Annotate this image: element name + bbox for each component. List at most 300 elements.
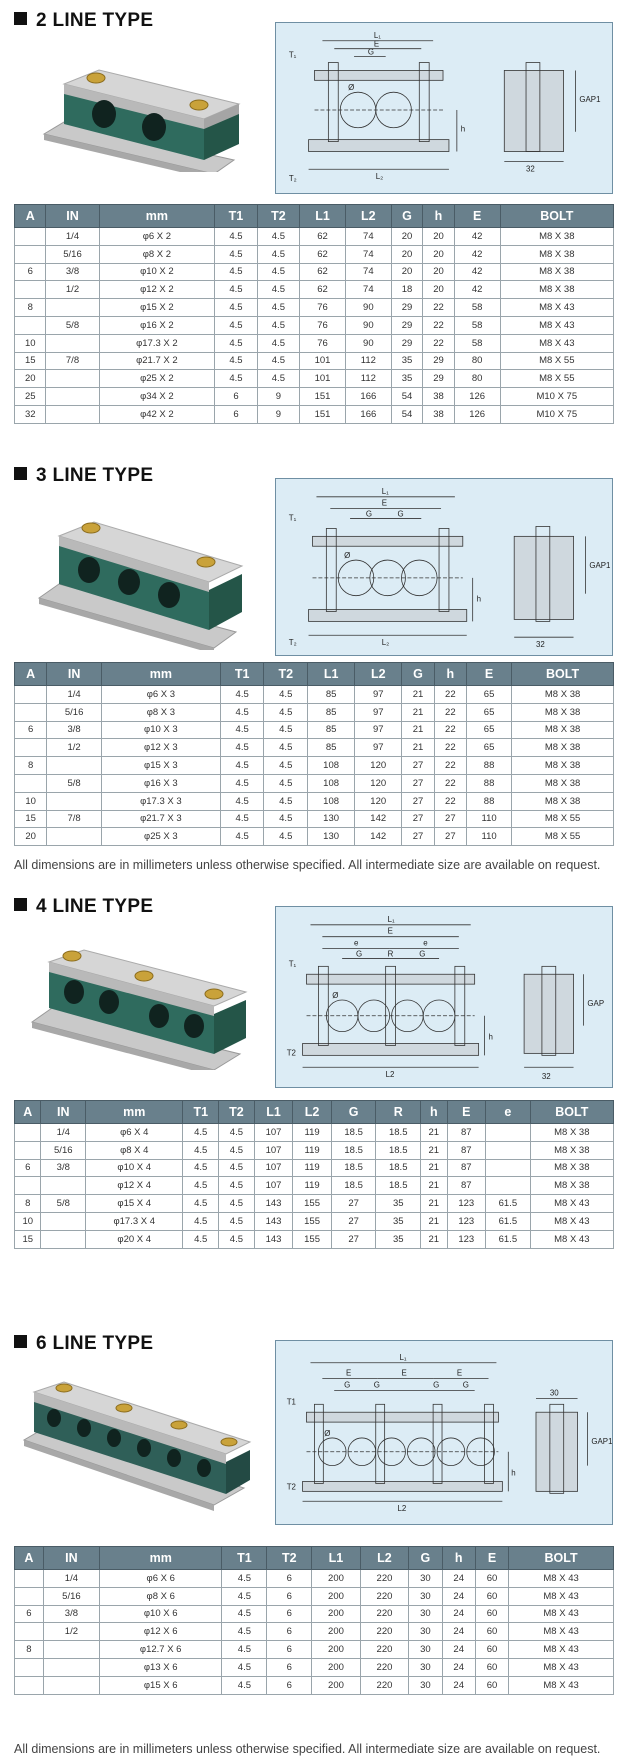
table-cell: [43, 1641, 99, 1659]
svg-text:e: e: [423, 938, 428, 948]
col-header: A: [15, 663, 47, 686]
table-cell: 25: [15, 388, 46, 406]
table-cell: 4.5: [264, 721, 308, 739]
table-cell: [41, 1177, 86, 1195]
table-cell: [47, 792, 102, 810]
table-cell: 3/8: [46, 263, 99, 281]
table-cell: 6: [267, 1623, 312, 1641]
table-cell: M8 X 38: [512, 686, 614, 704]
table-cell: 20: [391, 263, 422, 281]
table-cell: 4.5: [257, 263, 299, 281]
table-cell: [43, 1676, 99, 1694]
col-header: E: [447, 1101, 486, 1124]
table-cell: 200: [312, 1676, 361, 1694]
table-cell: [15, 1676, 44, 1694]
col-header: BOLT: [530, 1101, 613, 1124]
table-cell: 4.5: [219, 1177, 255, 1195]
table-row: [15, 1230, 614, 1248]
table-cell: 32: [15, 405, 46, 423]
table-cell: 62: [300, 245, 346, 263]
table-cell: 88: [467, 792, 512, 810]
table-cell: 4.5: [264, 739, 308, 757]
col-header: A: [15, 1547, 44, 1570]
table-cell: 90: [345, 299, 391, 317]
col-header: T2: [257, 205, 299, 228]
table-cell: 7/8: [46, 352, 99, 370]
table-cell: 101: [300, 370, 346, 388]
col-header: A: [15, 1101, 41, 1124]
table-row: [15, 334, 614, 352]
table-cell: 4.5: [220, 739, 264, 757]
spec-table-4-line: [14, 1100, 614, 1249]
table-cell: 9: [257, 388, 299, 406]
table-cell: 200: [312, 1658, 361, 1676]
col-header: G: [391, 205, 422, 228]
table-cell: [46, 370, 99, 388]
svg-text:Ø: Ø: [332, 990, 339, 1000]
table-cell: [46, 299, 99, 317]
table-cell: [15, 739, 47, 757]
svg-text:G: G: [433, 1380, 440, 1390]
table-cell: 220: [360, 1605, 409, 1623]
col-header: L2: [345, 205, 391, 228]
table-row: [15, 703, 614, 721]
clamp-photo-3-line: [14, 500, 259, 650]
table-cell: [15, 316, 46, 334]
table-cell: φ10 X 6: [99, 1605, 221, 1623]
col-header: L2: [360, 1547, 409, 1570]
table-cell: 4.5: [183, 1212, 219, 1230]
table-cell: 29: [423, 352, 454, 370]
table-cell: 30: [409, 1605, 442, 1623]
table-cell: 4.5: [219, 1141, 255, 1159]
table-cell: 120: [355, 757, 402, 775]
table-cell: M8 X 43: [509, 1623, 614, 1641]
table-cell: 3/8: [43, 1605, 99, 1623]
col-header: h: [421, 1101, 447, 1124]
table-cell: 4.5: [215, 228, 257, 246]
table-cell: 74: [345, 263, 391, 281]
table-row: [15, 245, 614, 263]
table-cell: 6: [15, 1605, 44, 1623]
table-cell: 4.5: [257, 245, 299, 263]
table-cell: 220: [360, 1641, 409, 1659]
table-cell: 88: [467, 774, 512, 792]
table-cell: M8 X 38: [512, 757, 614, 775]
clamp-photo-6-line: [14, 1370, 259, 1520]
table-cell: φ25 X 2: [99, 370, 215, 388]
table-row: [15, 721, 614, 739]
table-cell: 29: [423, 370, 454, 388]
table-cell: 87: [447, 1177, 486, 1195]
table-cell: [15, 281, 46, 299]
table-cell: 58: [454, 334, 500, 352]
svg-text:G: G: [355, 949, 363, 959]
table-cell: 24: [442, 1641, 475, 1659]
table-cell: 10: [15, 792, 47, 810]
section-title-3-line: 3 LINE TYPE: [14, 465, 153, 487]
table-cell: 76: [300, 299, 346, 317]
table-cell: 4.5: [215, 263, 257, 281]
table-cell: 21: [402, 686, 434, 704]
table-cell: M8 X 38: [530, 1124, 613, 1142]
svg-text:E: E: [456, 1368, 463, 1378]
svg-text:L₂: L₂: [381, 638, 390, 648]
table-cell: M10 X 75: [500, 405, 613, 423]
table-cell: 29: [391, 299, 422, 317]
col-header: mm: [86, 1101, 183, 1124]
table-cell: 119: [293, 1177, 332, 1195]
table-cell: 27: [331, 1212, 376, 1230]
table-cell: 4.5: [215, 370, 257, 388]
table-cell: 200: [312, 1587, 361, 1605]
table-cell: 65: [467, 686, 512, 704]
table-cell: 58: [454, 299, 500, 317]
table-cell: 119: [293, 1141, 332, 1159]
table-cell: 151: [300, 388, 346, 406]
table-cell: M8 X 38: [530, 1159, 613, 1177]
clamp-photo-2-line: [14, 42, 259, 172]
dimensions-note: All dimensions are in millimeters unless otherwise specified. All intermediate size are available on request.: [14, 858, 601, 872]
svg-text:E: E: [381, 498, 387, 508]
table-cell: φ10 X 4: [86, 1159, 183, 1177]
table-cell: 123: [447, 1195, 486, 1213]
table-cell: 18.5: [331, 1177, 376, 1195]
svg-text:T₂: T₂: [288, 638, 297, 648]
table-cell: 155: [293, 1212, 332, 1230]
table-cell: φ16 X 3: [101, 774, 220, 792]
table-cell: 4.5: [220, 703, 264, 721]
table-cell: 30: [409, 1676, 442, 1694]
col-header: IN: [46, 205, 99, 228]
table-row: [15, 352, 614, 370]
table-cell: 24: [442, 1587, 475, 1605]
table-cell: φ16 X 2: [99, 316, 215, 334]
clamp-photo-4-line: [14, 930, 259, 1070]
table-cell: 4.5: [222, 1605, 267, 1623]
table-cell: 143: [254, 1230, 293, 1248]
table-cell: 1/2: [43, 1623, 99, 1641]
table-cell: 35: [376, 1212, 421, 1230]
col-header: T1: [215, 205, 257, 228]
table-row: [15, 405, 614, 423]
svg-text:T₂: T₂: [288, 174, 297, 184]
table-cell: φ12 X 3: [101, 739, 220, 757]
table-cell: φ25 X 3: [101, 828, 220, 846]
table-cell: 22: [423, 334, 454, 352]
table-cell: 20: [391, 245, 422, 263]
table-cell: 6: [267, 1605, 312, 1623]
svg-text:G: G: [344, 1380, 351, 1390]
table-cell: 220: [360, 1676, 409, 1694]
svg-text:32: 32: [541, 1072, 551, 1082]
col-header: E: [467, 663, 512, 686]
table-cell: φ13 X 6: [99, 1658, 221, 1676]
table-cell: 4.5: [183, 1159, 219, 1177]
table-cell: 21: [421, 1230, 447, 1248]
table-cell: M8 X 38: [530, 1141, 613, 1159]
table-cell: 4.5: [220, 774, 264, 792]
table-cell: 143: [254, 1212, 293, 1230]
col-header: E: [454, 205, 500, 228]
table-cell: 107: [254, 1124, 293, 1142]
table-cell: 21: [421, 1159, 447, 1177]
table-cell: 4.5: [257, 316, 299, 334]
table-cell: 27: [402, 792, 434, 810]
table-cell: 4.5: [220, 792, 264, 810]
table-cell: 4.5: [264, 774, 308, 792]
table-cell: 166: [345, 405, 391, 423]
table-cell: 3/8: [41, 1159, 86, 1177]
dimension-diagram-2-line: [275, 22, 613, 194]
table-cell: 4.5: [220, 810, 264, 828]
table-cell: 24: [442, 1658, 475, 1676]
table-cell: M8 X 38: [512, 792, 614, 810]
table-row: [15, 281, 614, 299]
svg-text:GAP1: GAP1: [589, 560, 611, 570]
spec-table-3-line: [14, 662, 614, 846]
table-cell: 24: [442, 1676, 475, 1694]
col-header: G: [402, 663, 434, 686]
table-cell: φ8 X 2: [99, 245, 215, 263]
table-cell: 5/16: [43, 1587, 99, 1605]
table-cell: 22: [434, 721, 466, 739]
table-cell: [46, 405, 99, 423]
table-cell: 1/4: [41, 1124, 86, 1142]
table-cell: 29: [391, 334, 422, 352]
table-cell: 65: [467, 703, 512, 721]
table-cell: 130: [308, 828, 355, 846]
dimension-diagram-4-line: [275, 906, 613, 1088]
table-row: [15, 1141, 614, 1159]
table-cell: 155: [293, 1230, 332, 1248]
table-cell: φ12.7 X 6: [99, 1641, 221, 1659]
table-cell: 6: [267, 1641, 312, 1659]
table-cell: 60: [475, 1605, 508, 1623]
table-cell: M8 X 38: [500, 263, 613, 281]
table-cell: 22: [434, 739, 466, 757]
table-cell: φ17.3 X 2: [99, 334, 215, 352]
table-cell: 200: [312, 1641, 361, 1659]
table-row: [15, 1212, 614, 1230]
table-cell: φ8 X 4: [86, 1141, 183, 1159]
table-cell: φ8 X 3: [101, 703, 220, 721]
table-cell: 4.5: [215, 281, 257, 299]
col-header: G: [331, 1101, 376, 1124]
table-row: [15, 1159, 614, 1177]
svg-text:L₁: L₁: [373, 30, 381, 40]
table-cell: 4.5: [215, 245, 257, 263]
table-cell: 30: [409, 1587, 442, 1605]
svg-text:T₁: T₁: [288, 50, 297, 60]
table-cell: 27: [331, 1195, 376, 1213]
svg-text:E: E: [346, 1368, 352, 1378]
table-cell: 97: [355, 739, 402, 757]
table-cell: 200: [312, 1605, 361, 1623]
table-cell: 4.5: [219, 1212, 255, 1230]
table-cell: 3/8: [47, 721, 102, 739]
table-cell: 20: [391, 228, 422, 246]
svg-text:T₁: T₁: [288, 513, 297, 523]
table-cell: 4.5: [220, 721, 264, 739]
table-cell: M8 X 38: [512, 721, 614, 739]
table-cell: 119: [293, 1124, 332, 1142]
bullet-square-icon: [14, 898, 27, 911]
table-cell: 54: [391, 388, 422, 406]
table-cell: 97: [355, 703, 402, 721]
table-row: [15, 810, 614, 828]
table-cell: 15: [15, 352, 46, 370]
dimension-diagram-3-line: [275, 478, 613, 656]
table-cell: 6: [15, 721, 47, 739]
table-cell: 30: [409, 1658, 442, 1676]
table-cell: 21: [421, 1141, 447, 1159]
table-cell: 4.5: [183, 1230, 219, 1248]
table-cell: 18.5: [331, 1159, 376, 1177]
table-cell: 35: [391, 352, 422, 370]
table-cell: 85: [308, 686, 355, 704]
svg-text:Ø: Ø: [324, 1428, 331, 1438]
table-cell: 5/8: [47, 774, 102, 792]
svg-text:h: h: [460, 124, 466, 134]
table-cell: M8 X 43: [530, 1212, 613, 1230]
svg-text:R: R: [387, 949, 394, 959]
col-header: T1: [222, 1547, 267, 1570]
col-header: L1: [308, 663, 355, 686]
table-cell: 130: [308, 810, 355, 828]
table-row: [15, 1605, 614, 1623]
table-cell: 18.5: [331, 1124, 376, 1142]
table-cell: 22: [434, 757, 466, 775]
table-row: [15, 1641, 614, 1659]
svg-text:e: e: [354, 938, 359, 948]
table-cell: 119: [293, 1159, 332, 1177]
table-cell: 8: [15, 757, 47, 775]
table-cell: φ12 X 6: [99, 1623, 221, 1641]
table-cell: φ6 X 3: [101, 686, 220, 704]
table-cell: 61.5: [486, 1230, 531, 1248]
table-cell: M8 X 43: [509, 1641, 614, 1659]
dimension-diagram-6-line: [275, 1340, 613, 1525]
svg-text:G: G: [462, 1380, 469, 1390]
table-cell: 20: [423, 263, 454, 281]
table-cell: M8 X 38: [500, 245, 613, 263]
table-cell: 155: [293, 1195, 332, 1213]
table-cell: M8 X 43: [509, 1676, 614, 1694]
table-cell: 4.5: [257, 281, 299, 299]
table-cell: 15: [15, 1230, 41, 1248]
table-cell: 27: [402, 774, 434, 792]
table-cell: 107: [254, 1159, 293, 1177]
table-cell: 65: [467, 721, 512, 739]
table-cell: 200: [312, 1623, 361, 1641]
table-cell: 107: [254, 1141, 293, 1159]
table-cell: 4.5: [183, 1195, 219, 1213]
table-cell: 4.5: [222, 1641, 267, 1659]
table-cell: 21: [402, 721, 434, 739]
table-cell: 220: [360, 1587, 409, 1605]
table-cell: 87: [447, 1124, 486, 1142]
table-row: [15, 299, 614, 317]
col-header: L1: [254, 1101, 293, 1124]
table-cell: 90: [345, 334, 391, 352]
table-cell: 61.5: [486, 1212, 531, 1230]
svg-text:T1: T1: [286, 1397, 296, 1407]
table-cell: 112: [345, 352, 391, 370]
table-cell: 18.5: [376, 1177, 421, 1195]
table-cell: 62: [300, 263, 346, 281]
table-cell: 4.5: [257, 352, 299, 370]
table-row: [15, 1676, 614, 1694]
table-row: [15, 1195, 614, 1213]
col-header: G: [409, 1547, 442, 1570]
table-cell: 4.5: [222, 1587, 267, 1605]
table-cell: M8 X 55: [512, 810, 614, 828]
table-cell: M8 X 38: [500, 281, 613, 299]
section-title-6-line: 6 LINE TYPE: [14, 1333, 153, 1355]
col-header: h: [442, 1547, 475, 1570]
table-cell: 6: [15, 263, 46, 281]
table-cell: M8 X 43: [530, 1230, 613, 1248]
section-title-4-line: 4 LINE TYPE: [14, 896, 153, 918]
table-cell: 60: [475, 1641, 508, 1659]
table-cell: 60: [475, 1570, 508, 1588]
table-cell: 15: [15, 810, 47, 828]
table-header-row: [15, 205, 614, 228]
table-cell: 200: [312, 1570, 361, 1588]
table-cell: 20: [423, 228, 454, 246]
table-cell: 65: [467, 739, 512, 757]
table-cell: 7/8: [47, 810, 102, 828]
table-cell: 76: [300, 334, 346, 352]
table-cell: [15, 1141, 41, 1159]
table-cell: 87: [447, 1141, 486, 1159]
table-cell: 4.5: [222, 1623, 267, 1641]
table-cell: 22: [434, 703, 466, 721]
col-header: E: [475, 1547, 508, 1570]
table-cell: M8 X 43: [509, 1605, 614, 1623]
svg-text:32: 32: [526, 164, 535, 174]
table-cell: 90: [345, 316, 391, 334]
table-cell: 20: [15, 370, 46, 388]
table-cell: [486, 1141, 531, 1159]
col-header: T1: [220, 663, 264, 686]
table-header-row: [15, 1101, 614, 1124]
table-cell: [46, 388, 99, 406]
col-header: h: [434, 663, 466, 686]
table-header-row: [15, 1547, 614, 1570]
table-cell: 61.5: [486, 1195, 531, 1213]
table-cell: 22: [434, 774, 466, 792]
table-cell: 4.5: [264, 810, 308, 828]
table-cell: [41, 1230, 86, 1248]
table-cell: 142: [355, 810, 402, 828]
table-cell: 220: [360, 1623, 409, 1641]
table-cell: [15, 1658, 44, 1676]
table-cell: φ17.3 X 4: [86, 1212, 183, 1230]
table-cell: 4.5: [257, 370, 299, 388]
table-cell: 42: [454, 263, 500, 281]
table-cell: 10: [15, 1212, 41, 1230]
table-cell: [486, 1177, 531, 1195]
table-cell: 20: [423, 281, 454, 299]
svg-text:L₁: L₁: [387, 914, 395, 924]
col-header: BOLT: [500, 205, 613, 228]
table-cell: 24: [442, 1623, 475, 1641]
col-header: T2: [267, 1547, 312, 1570]
table-cell: M10 X 75: [500, 388, 613, 406]
table-cell: 22: [423, 299, 454, 317]
